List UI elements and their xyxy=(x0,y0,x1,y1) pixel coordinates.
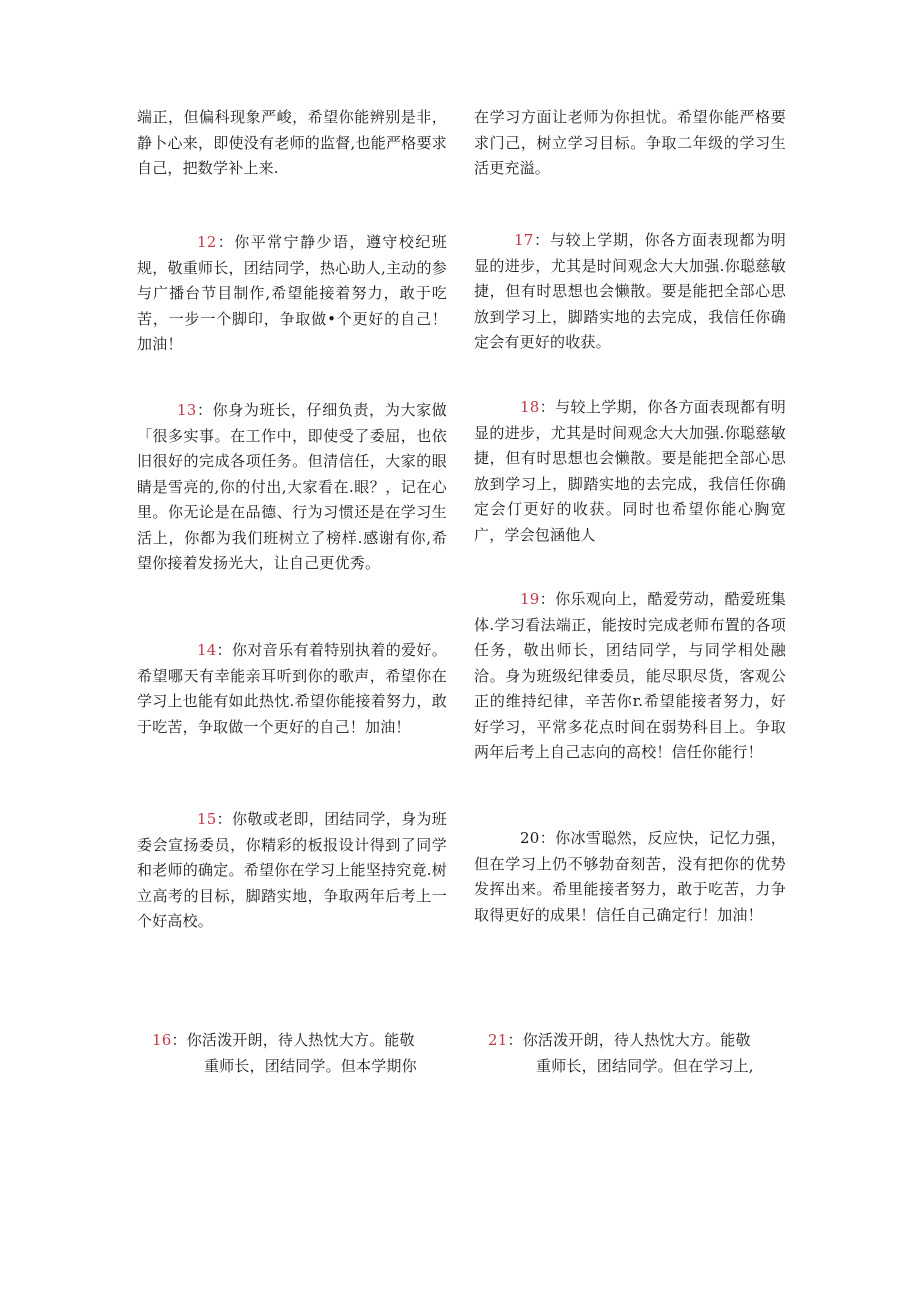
comment-14 xyxy=(137,638,447,740)
comment-text: 与较上学期，你各方面表现都有明显的进步，尤其是时间观念大大加强.你聪慈敏捷，但有时思想也会懒散。要是能把全部心思放到学习上，脚踏实地的去完成，我信任你确定会仃更好的收获。同时也希望你能心胸宽广，学会包涵他人 xyxy=(474,398,786,544)
comment-separator: ： xyxy=(507,1031,523,1049)
comment-text: 端正，但偏科现象严峻，希望你能辨别是非，静卜心来，即使没有老师的监督,也能严格要求自己，把数学补上来. xyxy=(137,108,447,177)
comment-number: 21 xyxy=(488,1031,508,1049)
comment-separator: ： xyxy=(216,233,235,251)
comment-16 xyxy=(152,1028,452,1079)
comment-21 xyxy=(488,1028,788,1079)
comment-text-line2: 重师长，团结同学。但在学习上, xyxy=(536,1056,754,1075)
comment-number: 14 xyxy=(197,641,217,659)
comment-number: 20 xyxy=(520,829,540,847)
comment-number: 16 xyxy=(152,1031,172,1049)
comment-18 xyxy=(474,395,786,548)
comment-text-line1: 你活泼开朗，待人热忱大方。能敬 xyxy=(186,1031,415,1049)
comment-text: 你对音乐有着特别执着的爱好。希望哪天有幸能亲耳听到你的歌声，希望你在学习上也能有如此热忱.希望你能接着努力，敢于吃苦，争取做一个更好的自己！加油！ xyxy=(137,641,448,736)
comment-separator: ： xyxy=(216,641,233,659)
comment-text: 你冰雪聪然，反应快，记忆力强，但在学习上仍不够勃奋刻苦，没有把你的优势发挥出来。希里能接者努力，敢于吃苦，力争取得更好的成果！信任自己确定行！加油！ xyxy=(474,829,786,924)
comment-number: 18 xyxy=(520,398,540,416)
comment-17 xyxy=(474,228,786,356)
comment-number: 15 xyxy=(197,810,217,828)
comment-separator: ： xyxy=(216,810,233,828)
comment-separator: ： xyxy=(539,829,556,847)
comment-text-line2: 重师长，团结同学。但本学期你 xyxy=(204,1056,417,1075)
comment-separator: ： xyxy=(196,401,213,419)
comment-text: 你乐观向上，酷爱劳动，酷爱班集体.学习看法端正，能按时完成老师布置的各项任务，敬出师长，团结同学，与同学相处融洽。身为班级纪律委员，能尽职尽货，客观公正的维持纪律，辛苦你r.希望能接者努力，好好学习，平常多花点时间在弱势科目上。争取两年后考上自己志向的高校！信任你能行！ xyxy=(474,590,786,761)
comment-text-line1: 你活泼开朗，待人热忱大方。能敬 xyxy=(522,1031,751,1049)
comment-number: 19 xyxy=(520,590,540,608)
comment-number: 13 xyxy=(177,401,197,419)
comment-separator: ： xyxy=(171,1031,187,1049)
comment-20 xyxy=(474,826,786,928)
comment-number: 17 xyxy=(514,231,534,249)
comment-13 xyxy=(137,398,447,577)
comment-text: 你身为班长，仔细负责，为大家做「很多实事。在工作中，即使受了委屈，也依旧很好的完成各项任务。但清信任，大家的眼睛是雪亮的,你的付出,大家看在.眼？，记在心里。你无论是在品德、行为习惯还是在学习生活上，你都为我们班树立了榜样.感谢有你,希望你接着发扬光大，让自己更优秀。 xyxy=(137,401,447,572)
comment-15 xyxy=(137,807,447,935)
comment-text: 与较上学期，你各方面表现都为明显的进步，尤其是时间观念大大加强.你聪慈敏捷，但有时思想也会懒散。要是能把全部心思放到学习上，脚踏实地的去完成，我信任你确定会有更好的收获。 xyxy=(474,231,786,351)
comment-19 xyxy=(474,587,786,766)
comment-text: 你平常宁静少语，遵守校纪班规，敬重师长，团结同学，热心助人,主动的参与广播台节目制作,希望能接着努力，敢于吃苦，一步一个脚印，争取做•个更好的自己！加油！ xyxy=(137,233,447,353)
comment-text: 你敬或老即，团结同学，身为班委会宣扬委员，你精彩的板报设计得到了同学和老师的确定。希望你在学习上能坚持究竟.树立高考的目标，脚踏实地，争取两年后考上一个好高校。 xyxy=(137,810,448,930)
comment-right-top xyxy=(474,105,786,182)
comment-12 xyxy=(137,230,447,358)
comment-number: 12 xyxy=(197,233,217,251)
comment-text: 在学习方面让老师为你担忧。希望你能严格要求门己，树立学习目标。争取二年级的学习生活更充溢。 xyxy=(474,108,786,177)
comment-separator: ： xyxy=(539,590,556,608)
comment-separator: ： xyxy=(533,231,550,249)
comment-left-top xyxy=(137,105,447,182)
comment-separator: ： xyxy=(539,398,556,416)
